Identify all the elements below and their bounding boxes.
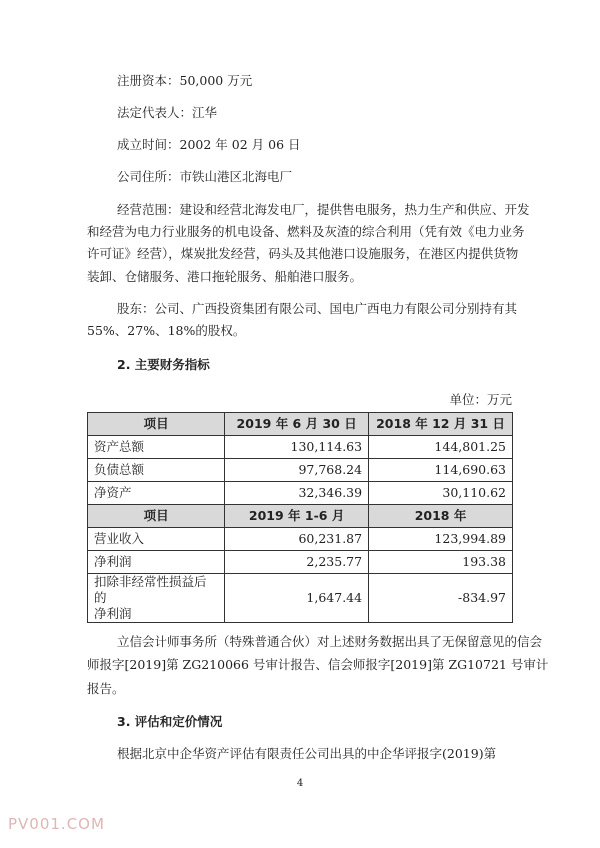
- table-row: [88, 482, 513, 505]
- table-cell-value: 60,231.87: [225, 528, 369, 551]
- table-row: [88, 528, 513, 551]
- table-cell-value: 130,114.63: [225, 436, 369, 459]
- audit-statement-line: 报告。: [87, 681, 125, 696]
- table-cell-label-line: 净利润: [94, 606, 132, 621]
- section-heading-financials: 2. 主要财务指标: [117, 357, 210, 372]
- shareholders-line: 55%、27%、18%的股权。: [87, 323, 246, 338]
- founding-date: 成立时间：2002 年 02 月 06 日: [117, 137, 301, 152]
- table-header-row: [88, 505, 513, 528]
- table-cell-value: 123,994.89: [369, 528, 513, 551]
- business-scope-line: 许可证》经营），煤炭批发经营，码头及其他港口设施服务，在港区内提供货物: [87, 246, 519, 261]
- table-header-cell: 2018 年 12 月 31 日: [369, 413, 513, 436]
- table-cell-value: 193.38: [369, 551, 513, 574]
- table-cell-label: 净资产: [88, 482, 225, 505]
- table-cell-label-line: 扣除非经常性损益后的: [94, 574, 207, 605]
- table-header-cell: 2019 年 1-6 月: [225, 505, 369, 528]
- watermark-text: PV001.COM: [8, 815, 105, 833]
- financial-table: [87, 412, 513, 623]
- table-header-cell: 2018 年: [369, 505, 513, 528]
- audit-statement-line: 立信会计师事务所（特殊普通合伙）对上述财务数据出具了无保留意见的信会: [117, 634, 543, 649]
- table-cell-label: [88, 574, 225, 623]
- registered-capital: 注册资本：50,000 万元: [117, 73, 253, 88]
- table-cell-value: 144,801.25: [369, 436, 513, 459]
- valuation-line: 根据北京中企华资产评估有限责任公司出具的中企华评报字(2019)第: [117, 746, 497, 761]
- company-address: 公司住所：市铁山港区北海电厂: [117, 169, 293, 184]
- table-cell-value: 114,690.63: [369, 459, 513, 482]
- page-number: 4: [296, 778, 304, 789]
- table-row: [88, 459, 513, 482]
- table-cell-label: 营业收入: [88, 528, 225, 551]
- table-cell-label: 净利润: [88, 551, 225, 574]
- table-cell-value: 97,768.24: [225, 459, 369, 482]
- audit-statement-line: 师报字[2019]第 ZG210066 号审计报告、信会师报字[2019]第 ZG10721 号审计: [87, 657, 549, 672]
- unit-label: 单位：万元: [449, 392, 512, 407]
- table-header-cell: 项目: [88, 505, 225, 528]
- table-cell-label: 资产总额: [88, 436, 225, 459]
- table-header-row: [88, 413, 513, 436]
- legal-representative: 法定代表人：江华: [117, 105, 218, 120]
- table-cell-value: 2,235.77: [225, 551, 369, 574]
- business-scope-line: 和经营为电力行业服务的机电设备、燃料及灰渣的综合利用（凭有效《电力业务: [87, 224, 525, 239]
- table-cell-value: 32,346.39: [225, 482, 369, 505]
- section-heading-valuation: 3. 评估和定价情况: [117, 714, 223, 729]
- table-cell-value: -834.97: [369, 574, 513, 623]
- table-row: [88, 436, 513, 459]
- table-cell-value: 1,647.44: [225, 574, 369, 623]
- table-row: [88, 574, 513, 623]
- business-scope-line: 经营范围：建设和经营北海发电厂，提供售电服务，热力生产和供应、开发: [117, 202, 530, 217]
- business-scope-line: 装卸、仓储服务、港口拖轮服务、船舶港口服务。: [87, 269, 363, 284]
- table-cell-value: 30,110.62: [369, 482, 513, 505]
- shareholders-line: 股东：公司、广西投资集团有限公司、国电广西电力有限公司分别持有其: [117, 301, 518, 316]
- table-row: [88, 551, 513, 574]
- table-header-cell: 项目: [88, 413, 225, 436]
- table-cell-label: 负债总额: [88, 459, 225, 482]
- table-header-cell: 2019 年 6 月 30 日: [225, 413, 369, 436]
